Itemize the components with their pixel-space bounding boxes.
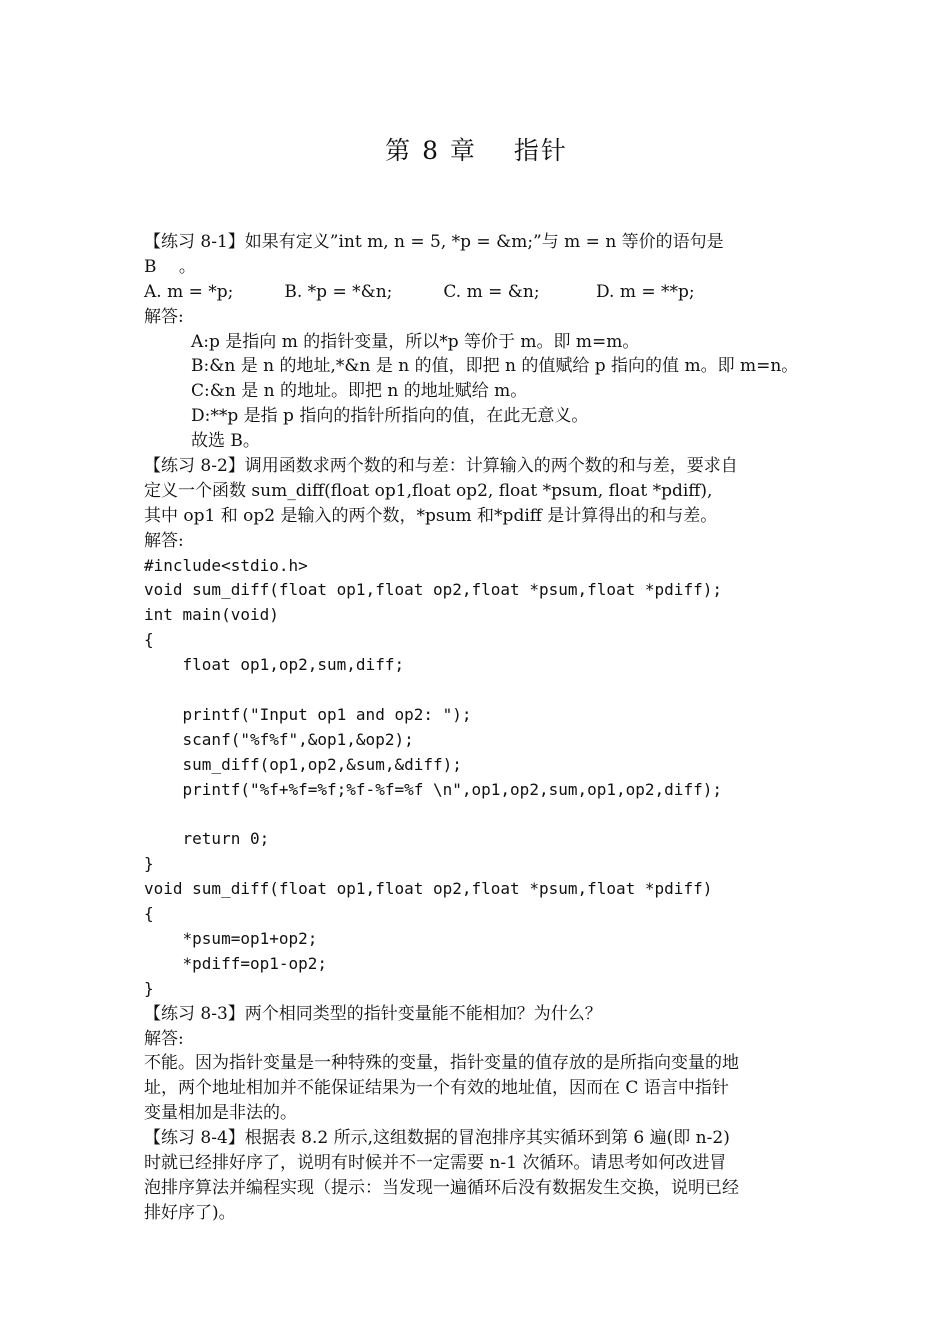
- code-line: void sum_diff(float op1,float op2,float *psum,float *pdiff): [144, 879, 713, 899]
- q2-line3: 其中 op1 和 op2 是输入的两个数，*psum 和*pdiff 是计算得出的和与差。: [144, 505, 718, 526]
- code-line: void sum_diff(float op1,float op2,float *psum,float *pdiff);: [144, 580, 722, 600]
- code-line: printf("%f+%f=%f;%f-%f=%f \n",op1,op2,sum,op1,op2,diff);: [144, 779, 722, 799]
- q3-answer-line: 不能。因为指针变量是一种特殊的变量，指针变量的值存放的是所指向变量的地: [144, 1053, 739, 1074]
- q2-line1: 【练习 8-2】调用函数求两个数的和与差：计算输入的两个数的和与差，要求自: [144, 456, 738, 477]
- code-line: }: [144, 978, 154, 998]
- q2-answer-label: 解答:: [144, 530, 184, 551]
- q1-explain-b: B:&n 是 n 的地址,*&n 是 n 的值，即把 n 的值赋给 p 指向的值 m。即 m=n。: [191, 356, 799, 377]
- code-line: [144, 802, 809, 827]
- code-line: sum_diff(op1,op2,&sum,&diff);: [144, 754, 462, 774]
- code-line: *psum=op1+op2;: [144, 928, 318, 948]
- q3-line1: 【练习 8-3】两个相同类型的指针变量能不能相加？为什么？: [144, 1003, 602, 1024]
- document-body: [144, 230, 809, 1226]
- q3-answer-line: 址，两个地址相加并不能保证结果为一个有效的地址值，因而在 C 语言中指针: [144, 1078, 729, 1099]
- q4-line: 【练习 8-4】根据表 8.2 所示,这组数据的冒泡排序其实循环到第 6 遍(即 n-2): [144, 1128, 730, 1149]
- q1-line2: B 。: [144, 256, 196, 277]
- code-line: float op1,op2,sum,diff;: [144, 655, 405, 675]
- code-line: *pdiff=op1-op2;: [144, 953, 328, 973]
- q4-line: 泡排序算法并编程实现（提示：当发现一遍循环后没有数据发生交换，说明已经: [144, 1177, 739, 1198]
- code-line: #include<stdio.h>: [144, 555, 308, 575]
- q4-line: 排好序了)。: [144, 1202, 236, 1223]
- q1-conclusion: 故选 B。: [191, 431, 260, 452]
- q1-explain-a: A:p 是指向 m 的指针变量，所以*p 等价于 m。即 m=m。: [191, 331, 640, 352]
- code-line: [144, 678, 809, 703]
- q2-line2: 定义一个函数 sum_diff(float op1,float op2, float *psum, float *pdiff),: [144, 480, 713, 501]
- q1-options: A. m = *p; B. *p = *&n; C. m = &n; D. m = **p;: [144, 281, 695, 302]
- q1-answer-label: 解答:: [144, 306, 184, 327]
- q3-answer-line: 变量相加是非法的。: [144, 1103, 297, 1124]
- code-line: printf("Input op1 and op2: ");: [144, 704, 472, 724]
- chapter-title: 第 8 章 指针: [385, 136, 568, 165]
- q3-answer-label: 解答:: [144, 1028, 184, 1049]
- code-line: int main(void): [144, 605, 279, 625]
- q1-explain-c: C:&n 是 n 的地址。即把 n 的地址赋给 m。: [191, 381, 528, 402]
- code-line: }: [144, 854, 154, 874]
- code-line: return 0;: [144, 829, 270, 849]
- q4-line: 时就已经排好序了，说明有时候并不一定需要 n-1 次循环。请思考如何改进冒: [144, 1152, 727, 1173]
- code-line: scanf("%f%f",&op1,&op2);: [144, 729, 414, 749]
- code-line: {: [144, 904, 154, 924]
- q1-line1: 【练习 8-1】如果有定义”int m, n = 5, *p = &m;”与 m = n 等价的语句是: [144, 232, 724, 252]
- q1-explain-d: D:**p 是指 p 指向的指针所指向的值，在此无意义。: [191, 406, 589, 427]
- code-line: {: [144, 630, 154, 650]
